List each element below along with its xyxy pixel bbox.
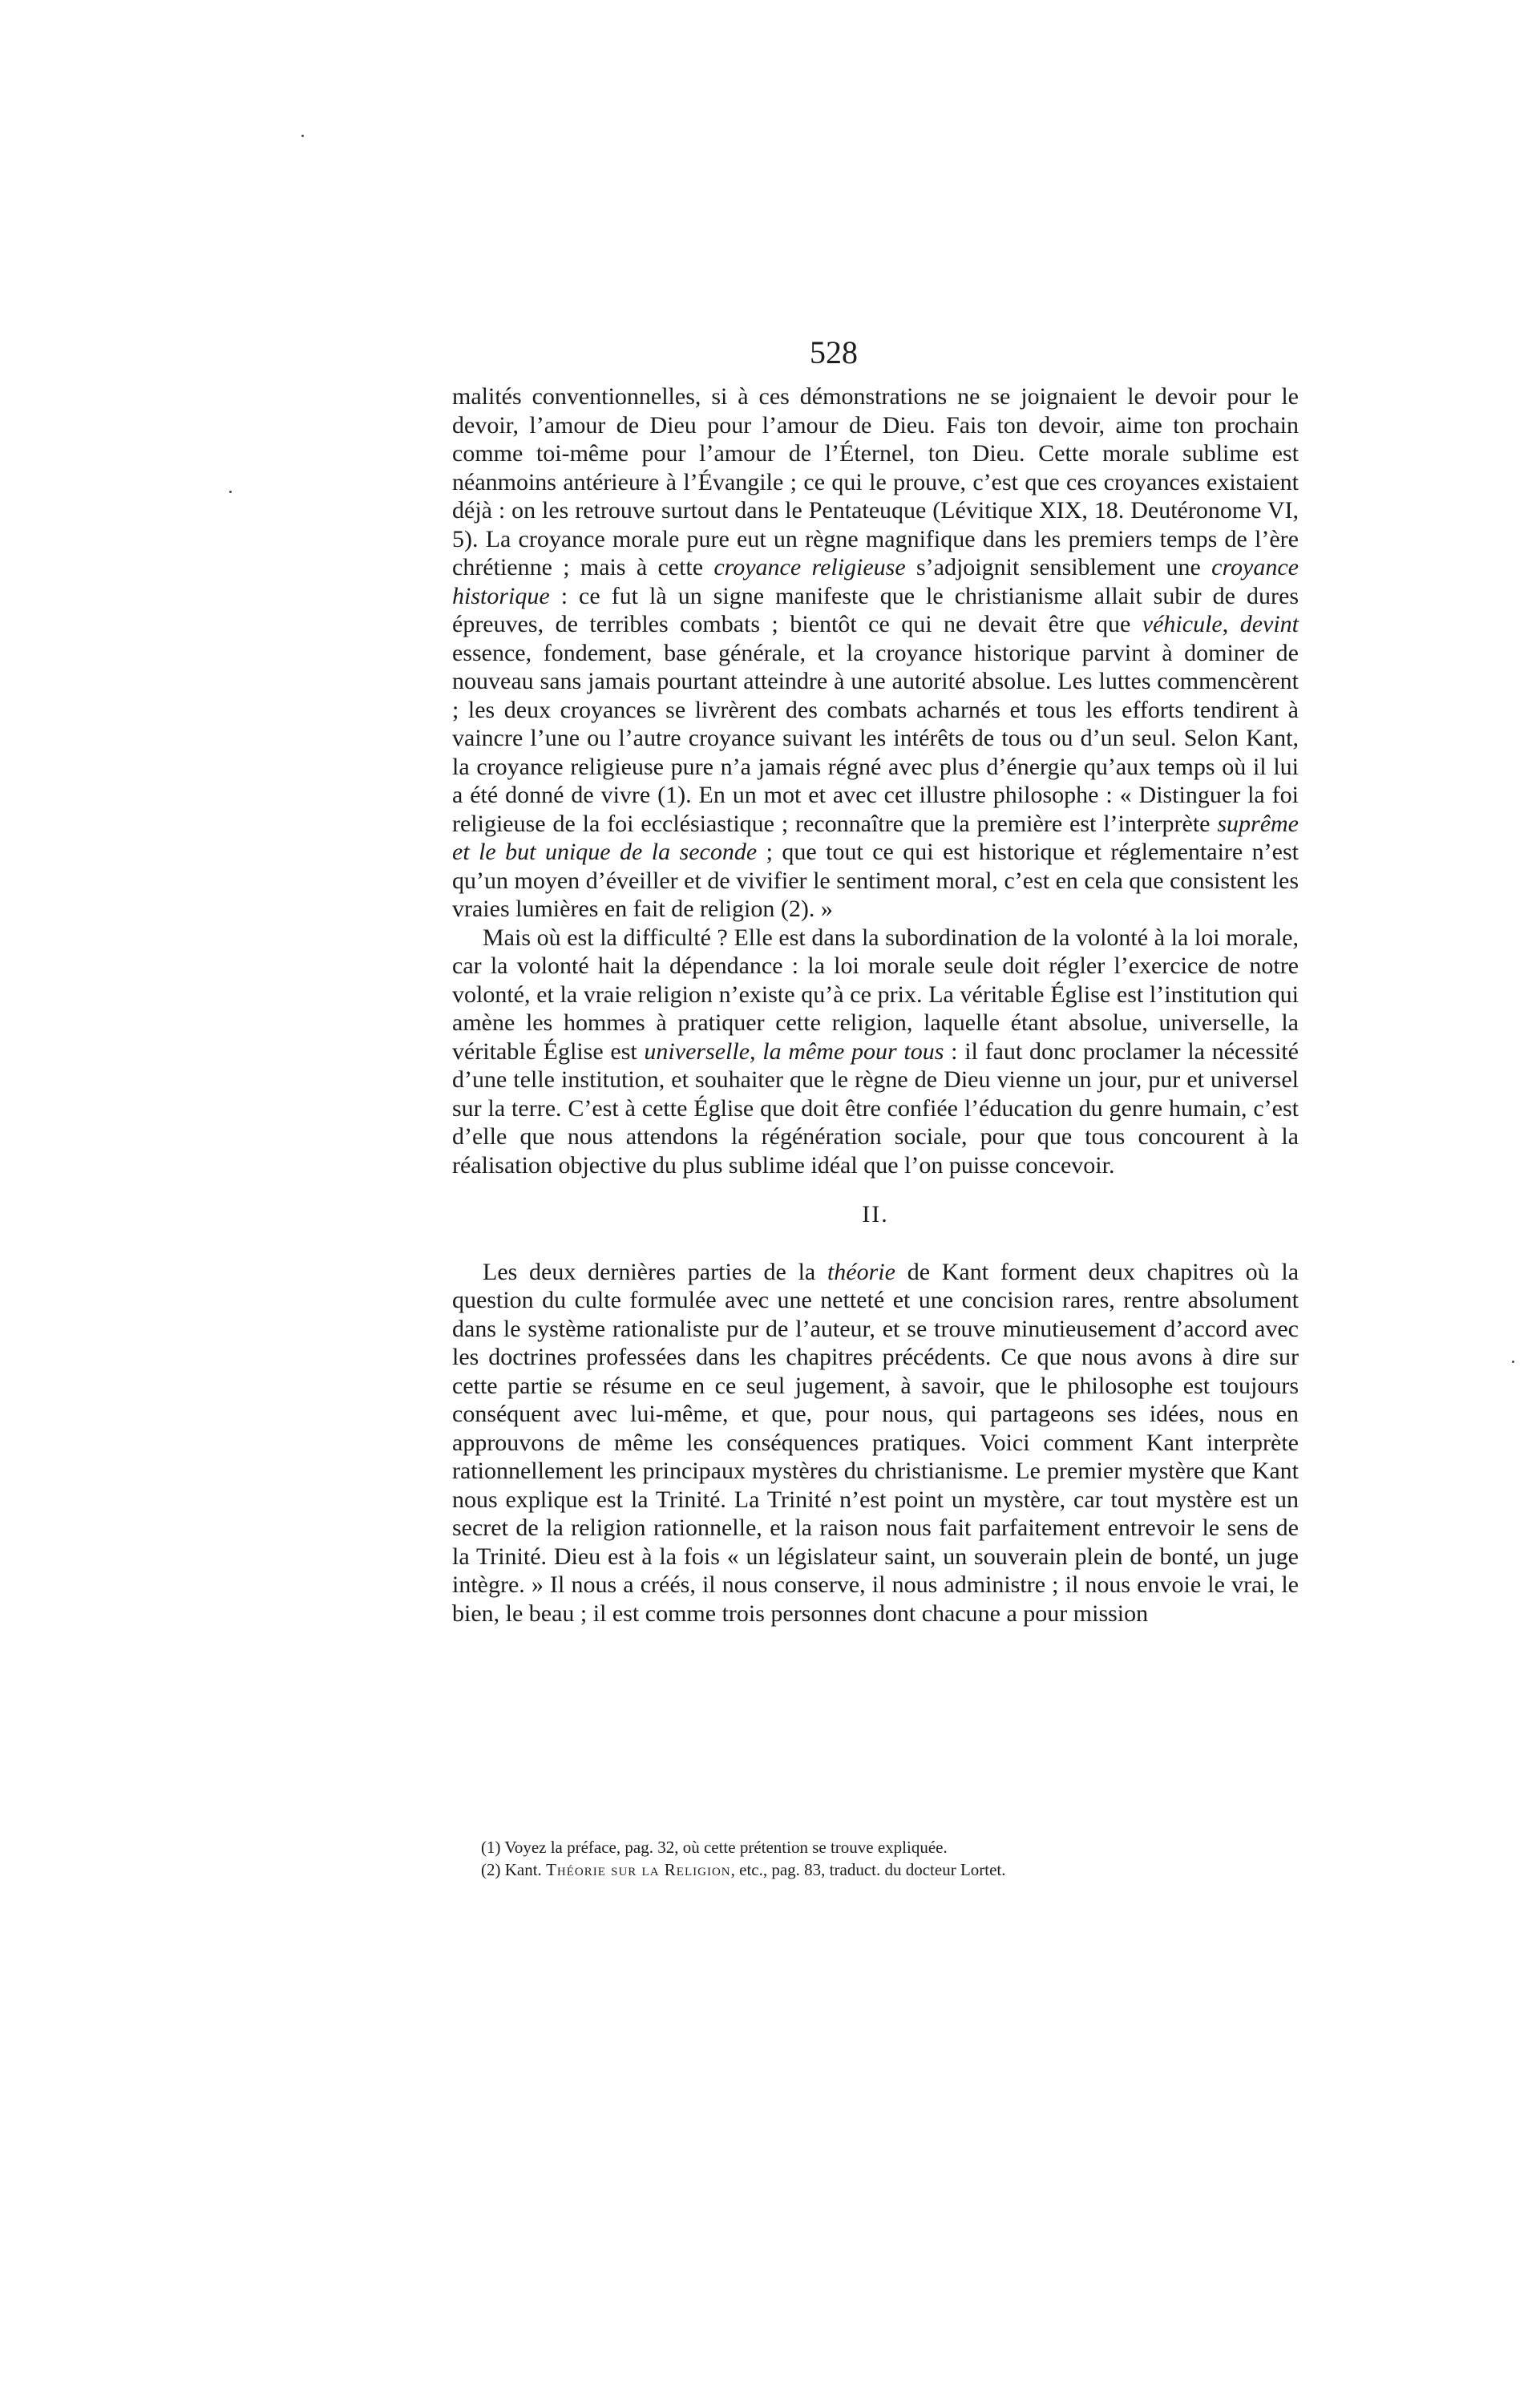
footnote	[481, 1858, 1299, 1881]
body-paragraph	[452, 1258, 1299, 1628]
text-span: : il faut donc proclamer la nécessité d’une telle institution, et souhaiter que le règne de Dieu vienne un jour, pur et universel sur la terre. C’est à cette Église que doit être confiée l’éducation du genre humain, c’est d’elle que nous attendons la régénération sociale, pour que tous concourent à la réalisation objective du plus sublime idéal que l’on puisse concevoir.	[452, 1037, 1299, 1179]
main-text	[452, 382, 1299, 1628]
italic-span: véhicule	[1142, 611, 1223, 637]
text-span: , etc., pag. 83, traduct. du docteur Lortet.	[730, 1860, 1006, 1879]
italic-span: devint	[1239, 611, 1300, 637]
body-paragraph	[452, 924, 1299, 1180]
text-span: malités conventionnelles, si à ces démonstrations ne se joignaient le devoir pour le devoir, l’amour de Dieu pour l’amour de Dieu. Fais ton devoir, aime ton prochain comme toi-même pour l’amour de l’Éternel, ton Dieu. Cette morale sublime est néanmoins antérieure à l’Évangile ; ce qui le prouve, c’est que ces croyances existaient déjà : on les retrouve surtout dans le Pentateuque (Lévitique XIX, 18. Deutéronome VI, 5). La croyance morale pure eut un règne magnifique dans les premiers temps de l’ère chrétienne ; mais à cette	[452, 383, 1299, 580]
body-paragraph	[452, 382, 1299, 924]
text-span: : ce fut là un signe manifeste que le christianisme allait subir de dures épreuves, de terribles combats ; bientôt ce qui ne devait être que	[452, 582, 1299, 637]
italic-span: universelle, la même pour tous	[644, 1037, 944, 1065]
italic-span: suprême et le but unique de la seconde	[452, 810, 1299, 865]
text-span: II.	[862, 1201, 889, 1227]
section-heading	[452, 1200, 1299, 1229]
text-span: s’adjoignit sensiblement une	[905, 554, 1212, 580]
text-span: ; que tout ce qui est historique et réglementaire n’est qu’un moyen d’éveiller et de vivifier le sentiment moral, c’est en cela que consistent les vraies lumières en fait de religion (2). »	[452, 839, 1299, 922]
italic-span: croyance religieuse	[713, 554, 906, 580]
text-span: (1) Voyez la préface, pag. 32, où cette prétention se trouve expliquée.	[481, 1838, 948, 1857]
text-span: Mais où est la difficulté ? Elle est dans la subordination de la volonté à la loi morale, car la volonté hait la dépendance : la loi morale seule doit régler l’exercice de notre volonté, et la vraie religion n’existe qu’à ce prix. La véritable Église est l’institution qui amène les hommes à pratiquer cette religion, laquelle étant absolue, universelle, la véritable Église est	[452, 924, 1299, 1065]
page-number: 528	[810, 334, 858, 370]
italic-span: croyance historique	[452, 554, 1299, 609]
text-span: (2) Kant.	[481, 1860, 547, 1879]
text-span: de Kant forment deux chapitres où la question du culte formulée avec une netteté et une concision rares, rentre absolument dans le système rationaliste pur de l’auteur, et se trouve minutieusement d’accord avec les doctrines professées dans les chapitres précédents. Ce que nous avons à dire sur cette partie se résume en ce seul jugement, à savoir, que le philosophe est toujours conséquent avec lui-même, et que, pour nous, qui partageons ses idées, nous en approuvons de même les conséquences pratiques. Voici comment Kant interprète rationnellement les principaux mystères du christianisme. Le premier mystère que Kant nous explique est la Trinité. La Trinité n’est point un mystère, car tout mystère est un secret de la religion rationnelle, et la raison nous fait parfaitement entrevoir le sens de la Trinité. Dieu est à la fois « un législateur saint, un souverain plein de bonté, un juge intègre. » Il nous a créés, il nous conserve, il nous administre ; il nous envoie le vrai, le bien, le beau ; il est comme trois personnes dont chacune a pour mission	[452, 1258, 1300, 1627]
print-speck	[1512, 1361, 1514, 1363]
text-span: Les deux dernières parties de la	[483, 1258, 827, 1285]
print-speck	[229, 491, 232, 493]
small-caps-span: Théorie sur la Religion	[546, 1860, 731, 1879]
footnotes	[481, 1836, 1299, 1881]
text-span: essence, fondement, base générale, et la croyance historique parvint à dominer de nouveau sans jamais pourtant atteindre à une autorité absolue. Les luttes commencèrent ; les deux croyances se livrèrent des combats acharnés et tous les efforts tendirent à vaincre l’une ou l’autre croyance suivant les intérêts de tous ou d’un seul. Selon Kant, la croyance religieuse pure n’a jamais régné avec plus d’énergie qu’aux temps où il lui a été donné de vivre (1). En un mot et avec cet illustre philosophe : « Distinguer la foi religieuse de la foi ecclésiastique ; reconnaître que la première est l’interprète	[452, 639, 1299, 837]
footnote	[481, 1836, 1299, 1858]
italic-span: théorie	[827, 1258, 895, 1285]
print-speck	[301, 135, 304, 137]
text-span: ,	[1222, 611, 1240, 637]
